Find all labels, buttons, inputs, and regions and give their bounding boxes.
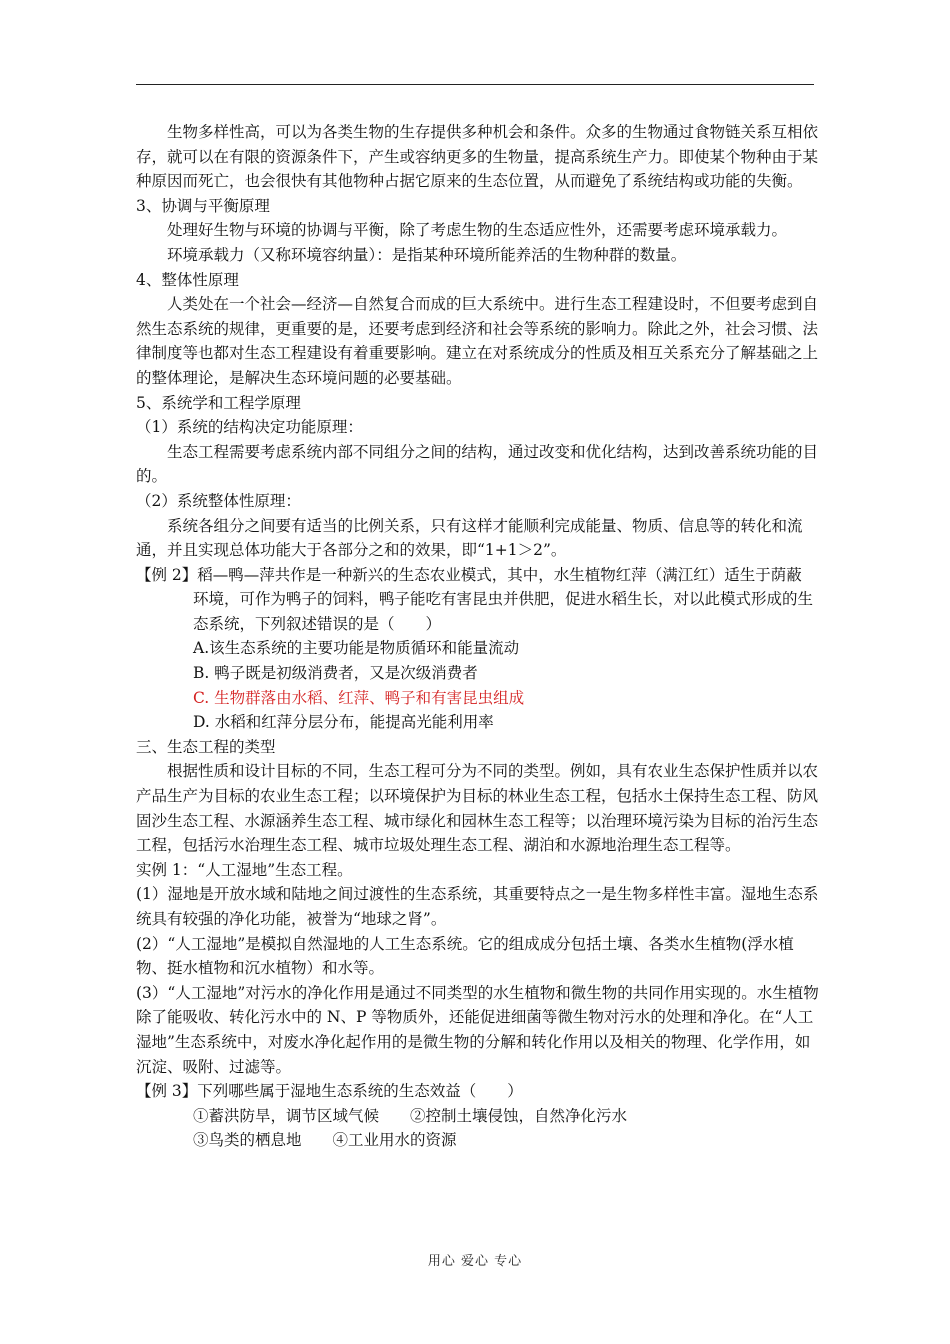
paragraph-balance: 处理好生物与环境的协调与平衡，除了考虑生物的生态适应性外，还需要考虑环境承载力。 [167,221,788,240]
example-2-option-a: A.该生态系统的主要功能是物质循环和能量流动 [193,639,520,658]
heading-principle-3: 3、协调与平衡原理 [136,196,270,215]
example-2-option-d: D. 水稻和红萍分层分布，能提高光能利用率 [193,713,494,732]
example-3-label: 【例 3】 [136,1082,198,1101]
paragraph-holism: 人类处在一个社会—经济—自然复合而成的巨大系统中。进行生态工程建设时，不但要考虑到自然生态系统的规律，更重要的是，还要考虑到经济和社会等系统的影响力。除此之外，社会习惯、法律制度等也都对生态工程建设有着重要影响。建立在对系统成分的性质及相互关系充分了解基础之上的整体理论，是解决生态环境问题的必要基础。 [136,295,819,387]
example-3-choices-line-2: ③鸟类的栖息地 ④工业用水的资源 [193,1131,457,1150]
example-2-stem: 【例 2】稻—鸭—萍共作是一种新兴的生态农业模式，其中，水生植物红萍（满江红）适生于荫蔽 [136,565,802,584]
case-1-title: 实例 1：“人工湿地”生态工程。 [136,860,353,879]
heading-principle-5: 5、系统学和工程学原理 [136,393,301,412]
document-body [136,120,820,1153]
subheading-structure: （1）系统的结构决定功能原理： [136,418,363,437]
paragraph-biodiversity: 生物多样性高，可以为各类生物的生存提供多种机会和条件。众多的生物通过食物链关系互相依存，就可以在有限的资源条件下，产生或容纳更多的生物量，提高系统生产力。即使某个物种由于某种原因而死亡，也会很快有其他物种占据它原来的生态位置，从而避免了系统结构或功能的失衡。 [136,123,819,191]
section-3-paragraph: 根据性质和设计目标的不同，生态工程可分为不同的类型。例如，具有农业生态保护性质并以农产品生产为目标的农业生态工程；以环境保护为目标的林业生态工程，包括水土保持生态工程、防风固沙生态工程、水源涵养生态工程、城市绿化和园林生态工程等；以治理环境污染为目标的治污生态工程，包括污水治理生态工程、城市垃圾处理生态工程、湖泊和水源地治理生态工程等。 [136,762,819,855]
heading-principle-4: 4、整体性原理 [136,270,239,289]
page-footer: 用心 爱心 专心 [427,1254,523,1269]
paragraph-carrying-capacity: 环境承载力（又称环境容纳量）：是指某种环境所能养活的生物种群的数量。 [167,245,687,264]
example-2-option-c-answer: C. 生物群落由水稻、红萍、鸭子和有害昆虫组成 [193,688,525,707]
case-1-point-1: (1）湿地是开放水域和陆地之间过渡性的生态系统，其重要特点之一是生物多样性丰富。湿地生态系统具有较强的净化功能，被誉为“地球之肾”。 [136,885,819,928]
paragraph-integrity: 系统各组分之间要有适当的比例关系，只有这样才能顺利完成能量、物质、信息等的转化和流通，并且实现总体功能大于各部分之和的效果，即“1+1＞2”。 [136,516,803,560]
paragraph-structure: 生态工程需要考虑系统内部不同组分之间的结构，通过改变和优化结构，达到改善系统功能的目的。 [136,442,819,486]
subheading-integrity: （2）系统整体性原理： [136,491,301,510]
section-3-heading: 三、生态工程的类型 [136,737,276,756]
example-3-choices-line-1: ①蓄洪防旱，调节区域气候 ②控制土壤侵蚀，自然净化污水 [193,1106,628,1125]
case-1-point-2: (2）“人工湿地”是模拟自然湿地的人工生态系统。它的组成成分包括土壤、各类水生植物(浮水植物、挺水植物和沉水植物）和水等。 [136,934,794,978]
example-3-stem: 【例 3】下列哪些属于湿地生态系统的生态效益（ ） [136,1082,523,1101]
example-2-label: 【例 2】 [136,565,198,584]
case-1-point-3: (3）“人工湿地”对污水的净化作用是通过不同类型的水生植物和微生物的共同作用实现的。水生植物除了能吸收、转化污水中的 N、P 等物质外，还能促进细菌等微生物对污水的处理和净化。在“人工湿地”生态系统中，对废水净化起作用的是微生物的分解和转化作用以及相关的物理、化学作用，如沉淀、吸附、过滤等。 [136,983,819,1076]
example-2-option-b: B. 鸭子既是初级消费者，又是次级消费者 [193,664,478,683]
header-rule [136,84,814,85]
example-2-stem-continued: 环境，可作为鸭子的饲料，鸭子能吃有害昆虫并供肥，促进水稻生长，对以此模式形成的生态系统，下列叙述错误的是（ ） [193,590,814,633]
